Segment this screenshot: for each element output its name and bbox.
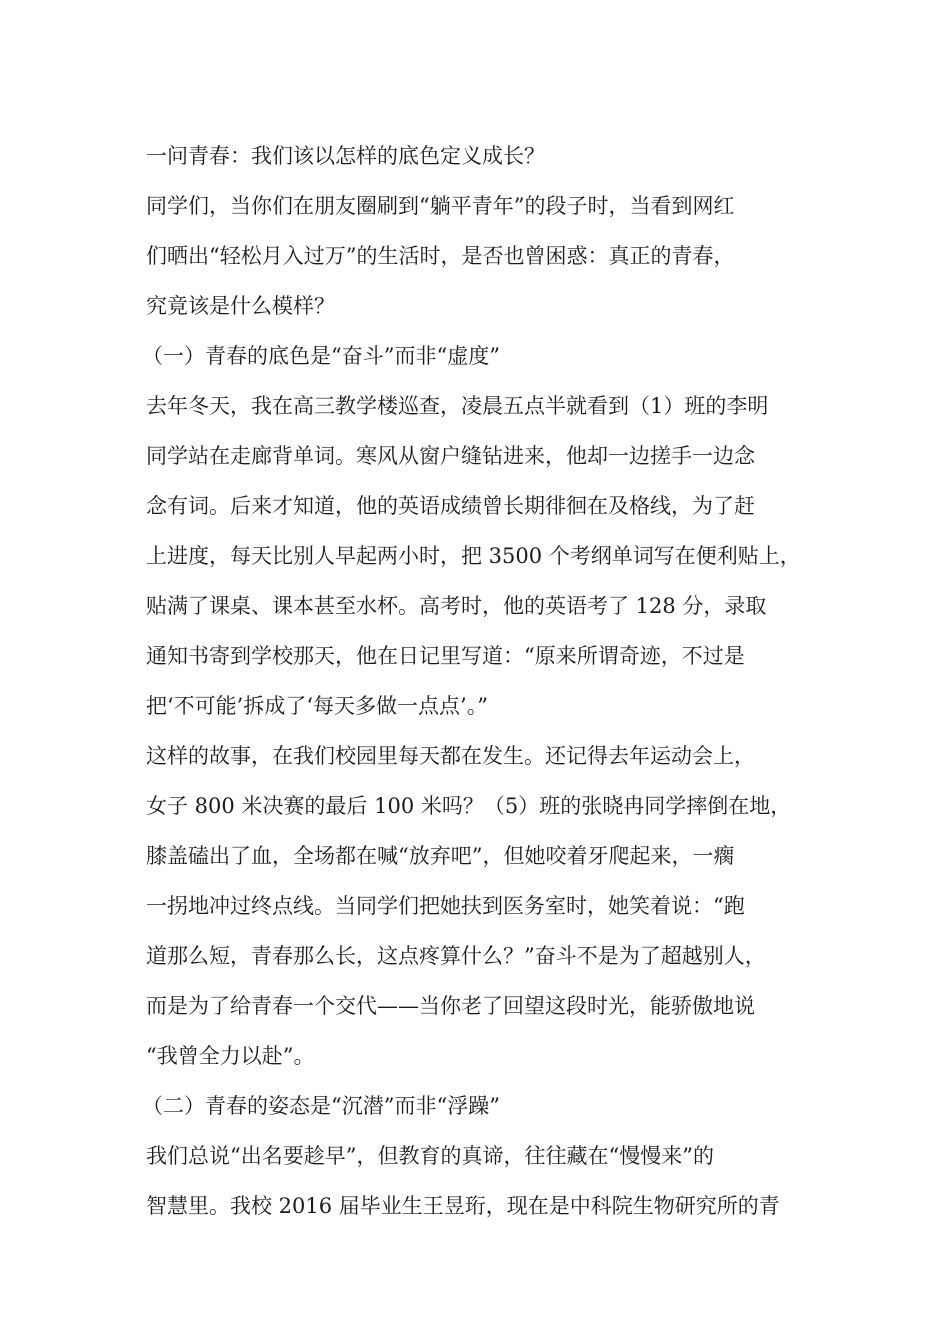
paragraph-line: 道那么短，青春那么长，这点疼算什么？”奋斗不是为了超越别人， xyxy=(146,944,766,968)
paragraph-line: 同学站在走廊背单词。寒风从窗户缝钻进来，他却一边搓手一边念 xyxy=(146,444,755,468)
paragraph-line: 究竟该是什么模样？ xyxy=(146,294,335,318)
paragraph-line: 上进度，每天比别人早起两小时，把 3500 个考纲单词写在便利贴上， xyxy=(146,544,801,568)
paragraph-line: 们晒出“轻松月入过万”的生活时，是否也曾困惑：真正的青春， xyxy=(146,244,735,268)
paragraph-line: 同学们，当你们在朋友圈刷到“躺平青年”的段子时，当看到网红 xyxy=(146,194,735,218)
subsection-heading: （二）青春的姿态是“沉潜”而非“浮躁” xyxy=(142,1094,500,1118)
paragraph-line: 而是为了给青春一个交代——当你老了回望这段时光，能骄傲地说 xyxy=(146,994,755,1018)
paragraph-line: 我们总说“出名要趁早”，但教育的真谛，往往藏在“慢慢来”的 xyxy=(146,1144,714,1168)
subsection-heading: （一）青春的底色是“奋斗”而非“虚度” xyxy=(142,344,500,368)
paragraph-line: 把‘不可能’拆成了‘每天多做一点点’。” xyxy=(146,694,488,718)
paragraph-line: “我曾全力以赴”。 xyxy=(146,1044,315,1068)
paragraph-line: 膝盖磕出了血，全场都在喊“放弃吧”，但她咬着牙爬起来，一瘸 xyxy=(146,844,735,868)
paragraph-line: 一拐地冲过终点线。当同学们把她扶到医务室时，她笑着说：“跑 xyxy=(146,894,745,918)
paragraph-line: 智慧里。我校 2016 届毕业生王昱珩，现在是中科院生物研究所的青 xyxy=(146,1194,780,1218)
paragraph-line: 贴满了课桌、课本甚至水杯。高考时，他的英语考了 128 分，录取 xyxy=(146,594,767,618)
paragraph-line: 通知书寄到学校那天，他在日记里写道：“原来所谓奇迹，不过是 xyxy=(146,644,745,668)
document-body xyxy=(142,131,836,1231)
section-title: 一问青春：我们该以怎样的底色定义成长？ xyxy=(146,144,545,168)
paragraph-line: 这样的故事，在我们校园里每天都在发生。还记得去年运动会上， xyxy=(146,744,755,768)
paragraph-line: 去年冬天，我在高三教学楼巡查，凌晨五点半就看到（1）班的李明 xyxy=(146,394,769,418)
paragraph-line: 女子 800 米决赛的最后 100 米吗？（5）班的张晓冉同学摔倒在地， xyxy=(146,794,792,818)
paragraph-line: 念有词。后来才知道，他的英语成绩曾长期徘徊在及格线，为了赶 xyxy=(146,494,755,518)
